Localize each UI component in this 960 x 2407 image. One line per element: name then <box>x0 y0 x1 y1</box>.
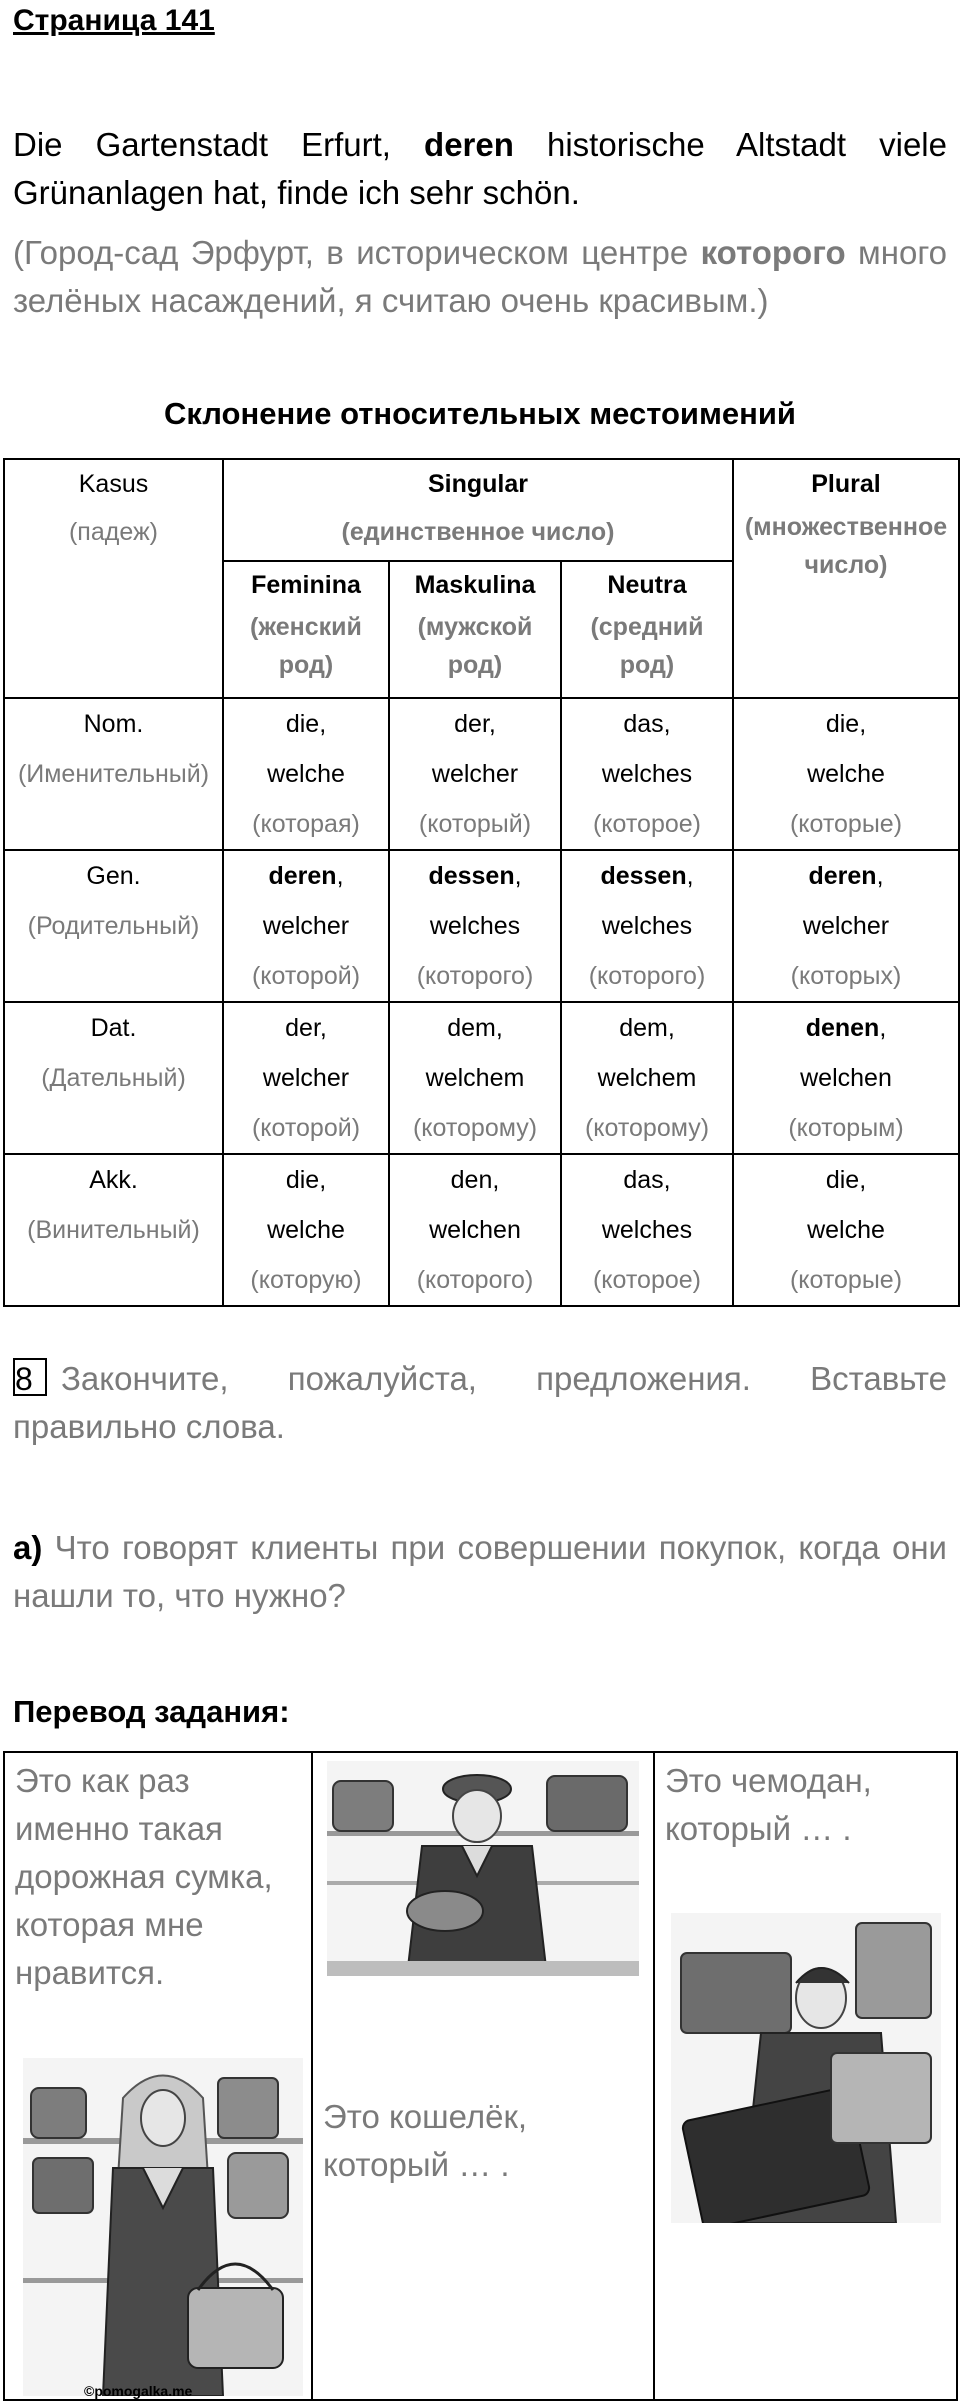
picture-cell-right <box>655 1753 956 2399</box>
case-cell: Akk. (Винительный) <box>4 1154 223 1306</box>
page-title: Страница 141 <box>13 4 215 37</box>
fem-cell: deren, welcher (которой) <box>223 850 389 1002</box>
table-row <box>4 1002 959 1154</box>
table-title: Склонение относительных местоимений <box>163 396 796 431</box>
intro-de-bold: deren <box>424 126 514 163</box>
singular-header <box>223 459 733 561</box>
task-a <box>13 1524 947 1620</box>
maskulina-label: Maskulina <box>414 571 536 599</box>
mask-cell: dessen, welches (которого) <box>389 850 561 1002</box>
task-a-text1: Что говорят клиенты при совершении покупок, когда они <box>42 1529 947 1566</box>
kasus-label: Kasus <box>78 470 149 498</box>
neut-cell: dessen, welches (которого) <box>561 850 733 1002</box>
caption-left: Это как раз именно такая дорожная сумка, которая мне нравится. <box>15 1762 273 1991</box>
intro-ru-part1: (Город-сад Эрфурт, в историческом центре <box>13 234 701 271</box>
table-row <box>4 698 959 850</box>
singular-label: Singular <box>427 470 528 498</box>
plural-sub: (множественное число) <box>744 513 948 579</box>
man-with-suitcase-illustration <box>671 1913 941 2223</box>
maskulina-sub: (мужской род) <box>417 613 533 679</box>
picture-cell-left <box>5 1753 313 2399</box>
caption-middle: Это кошелёк, который … . <box>323 2098 528 2183</box>
table-row <box>4 850 959 1002</box>
neut-cell: das, welches (которое) <box>561 1154 733 1306</box>
task-a-text2: нашли то, что нужно? <box>13 1577 346 1614</box>
fem-cell: die, welche (которая) <box>223 698 389 850</box>
woman-with-purse-illustration <box>327 1761 639 1976</box>
case-cell: Nom. (Именительный) <box>4 698 223 850</box>
task-8-line1: Закончите, пожалуйста, предложения. Вставьте <box>61 1360 947 1397</box>
neutra-header <box>561 561 733 698</box>
table-row <box>4 1154 959 1306</box>
declension-table <box>3 458 960 1307</box>
task-8-line2: правильно слова. <box>13 1408 285 1445</box>
caption-right: Это чемодан, который … . <box>665 1762 872 1847</box>
intro-ru-line2: зелёных насаждений, я считаю очень красивым.) <box>13 282 769 319</box>
plur-cell: denen, welchen (которым) <box>733 1002 959 1154</box>
kasus-header <box>4 459 223 698</box>
task-8 <box>13 1355 947 1451</box>
intro-de-part2: historische Altstadt viele <box>513 126 947 163</box>
picture-cell-middle <box>313 1753 655 2399</box>
neutra-sub: (средний род) <box>590 613 704 679</box>
translation-title: Перевод задания: <box>13 1694 290 1729</box>
intro-ru-part2: много <box>845 234 947 271</box>
task-number-box: 8 <box>13 1358 47 1396</box>
mask-cell: der, welcher (который) <box>389 698 561 850</box>
intro-russian <box>13 229 947 325</box>
mask-cell: dem, welchem (которому) <box>389 1002 561 1154</box>
intro-ru-bold: которого <box>700 234 846 271</box>
fem-cell: der, welcher (которой) <box>223 1002 389 1154</box>
intro-german <box>13 121 947 217</box>
mask-cell: den, welchen (которого) <box>389 1154 561 1306</box>
plur-cell: deren, welcher (которых) <box>733 850 959 1002</box>
maskulina-header <box>389 561 561 698</box>
feminina-sub: (женский род) <box>250 613 362 679</box>
intro-de-line2: Grünanlagen hat, finde ich sehr schön. <box>13 174 580 211</box>
plural-header <box>733 459 959 698</box>
fem-cell: die, welche (которую) <box>223 1154 389 1306</box>
picture-table <box>3 1751 958 2401</box>
plur-cell: die, welche (которые) <box>733 698 959 850</box>
intro-de-part1: Die Gartenstadt Erfurt, <box>13 126 425 163</box>
case-cell: Gen. (Родительный) <box>4 850 223 1002</box>
plural-label: Plural <box>811 470 881 498</box>
feminina-header <box>223 561 389 698</box>
neut-cell: dem, welchem (которому) <box>561 1002 733 1154</box>
task-a-label: а) <box>13 1529 43 1566</box>
plur-cell: die, welche (которые) <box>733 1154 959 1306</box>
singular-sub: (единственное число) <box>341 518 615 546</box>
credit: ©pomogalka.me <box>84 2383 193 2399</box>
woman-with-bag-illustration <box>23 2058 303 2396</box>
kasus-sub: (падеж) <box>68 518 159 546</box>
feminina-label: Feminina <box>251 571 361 599</box>
case-cell: Dat. (Дательный) <box>4 1002 223 1154</box>
neut-cell: das, welches (которое) <box>561 698 733 850</box>
neutra-label: Neutra <box>607 571 687 599</box>
